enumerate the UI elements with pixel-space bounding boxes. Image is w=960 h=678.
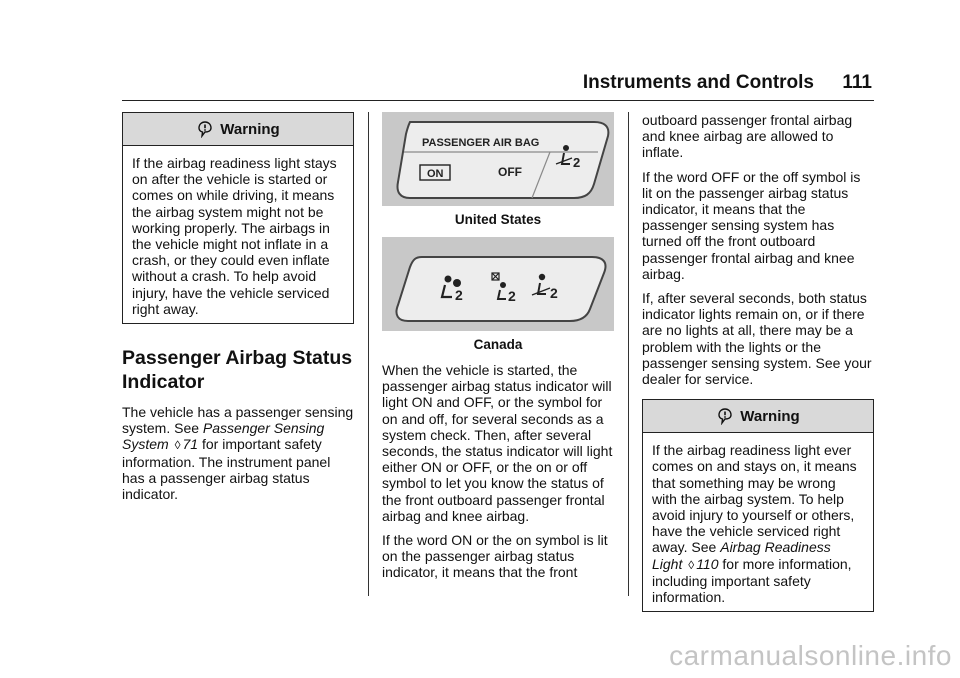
column-right [642,112,874,612]
svg-text:2: 2 [455,287,463,303]
xref-link[interactable]: Passenger Sensing System [122,420,325,453]
us-indicator-off-text: OFF [498,165,522,179]
figure-canada-indicator [382,237,614,331]
figure-caption-us: United States [454,212,542,227]
section-heading: Passenger Airbag Status Indicator [122,347,353,394]
page-reference-icon: ◊ [688,557,695,572]
canada-indicator-illustration [382,237,614,331]
svg-text:2: 2 [550,285,558,301]
body-paragraph: If the word ON or the on symbol is lit on the passenger airbag status indicator, it means that the front [382,532,608,581]
us-indicator-label: PASSENGER AIR BAG [422,137,540,149]
warning-title: Warning [220,120,280,138]
column-middle [382,112,614,589]
warning-header [123,113,353,146]
header-section-title: Instruments and Controls [582,72,814,93]
warning-icon [716,407,734,425]
body-paragraph: When the vehicle is started, the passenger airbag status indicator will light ON and OFF, or the symbol for on and off, for several seconds as a system check. Then, after several seconds, the status indicator will light either ON or OFF, or the on or off symbol to let you know the status of the front outboard passenger frontal airbag and knee airbag. [382,362,613,524]
us-indicator-on-text: ON [427,168,444,180]
xref-link[interactable]: Airbag Readiness Light [652,539,831,572]
column-left [122,112,354,510]
column-divider [368,112,369,596]
warning-icon [196,120,214,138]
body-paragraph: outboard passenger frontal airbag and knee airbag are allowed to inflate. [642,112,853,161]
body-paragraph: If the word OFF or the off symbol is lit on the passenger airbag status indicator, it means that the passenger sensing system has turned off the front outboard passenger frontal airbag and knee airbag. [642,168,861,282]
us-indicator-illustration [382,112,614,206]
page-number: 111 [842,72,872,93]
warning-text: If the airbag readiness light stays on after the vehicle is started or comes on while driving, it means the airbag system might not be working properly. The airbags in the vehicle might not inflate in a crash, or they could even inflate without a crash. To help avoid injury, have the vehicle serviced right away. [132,155,337,317]
intro-paragraph: The vehicle has a passenger sensing system. See Passenger Sensing System ◊ 71 for important safety information. The instrument panel has a passenger airbag status indicator. [122,404,354,503]
warning-title: Warning [740,407,800,425]
svg-text:2: 2 [508,288,516,304]
figure-caption-canada: Canada [473,337,523,352]
xref-page[interactable]: 110 [696,555,719,572]
warning-box [122,112,354,324]
figure-us-indicator [382,112,614,206]
watermark: carmanualsonline.info [669,640,952,671]
page-reference-icon: ◊ [174,438,181,453]
body-paragraph: If, after several seconds, both status indicator lights remain on, or if there are no lights at all, there may be a problem with the lights or the passenger sensing system. See your dealer for service. [642,290,872,388]
warning-text: If the airbag readiness light ever comes on and stays on, it means that something may be wrong with the airbag system. To help avoid injury to yourself or others, have the vehicle serviced right away. See Airbag Readiness Light ◊ 110 for more information, including important safety information. [652,442,857,606]
warning-box [642,399,874,612]
xref-page[interactable]: 71 [182,436,199,453]
warning-header [643,400,873,433]
svg-text:2: 2 [573,155,581,170]
page-header [122,72,874,101]
column-divider [628,112,629,596]
